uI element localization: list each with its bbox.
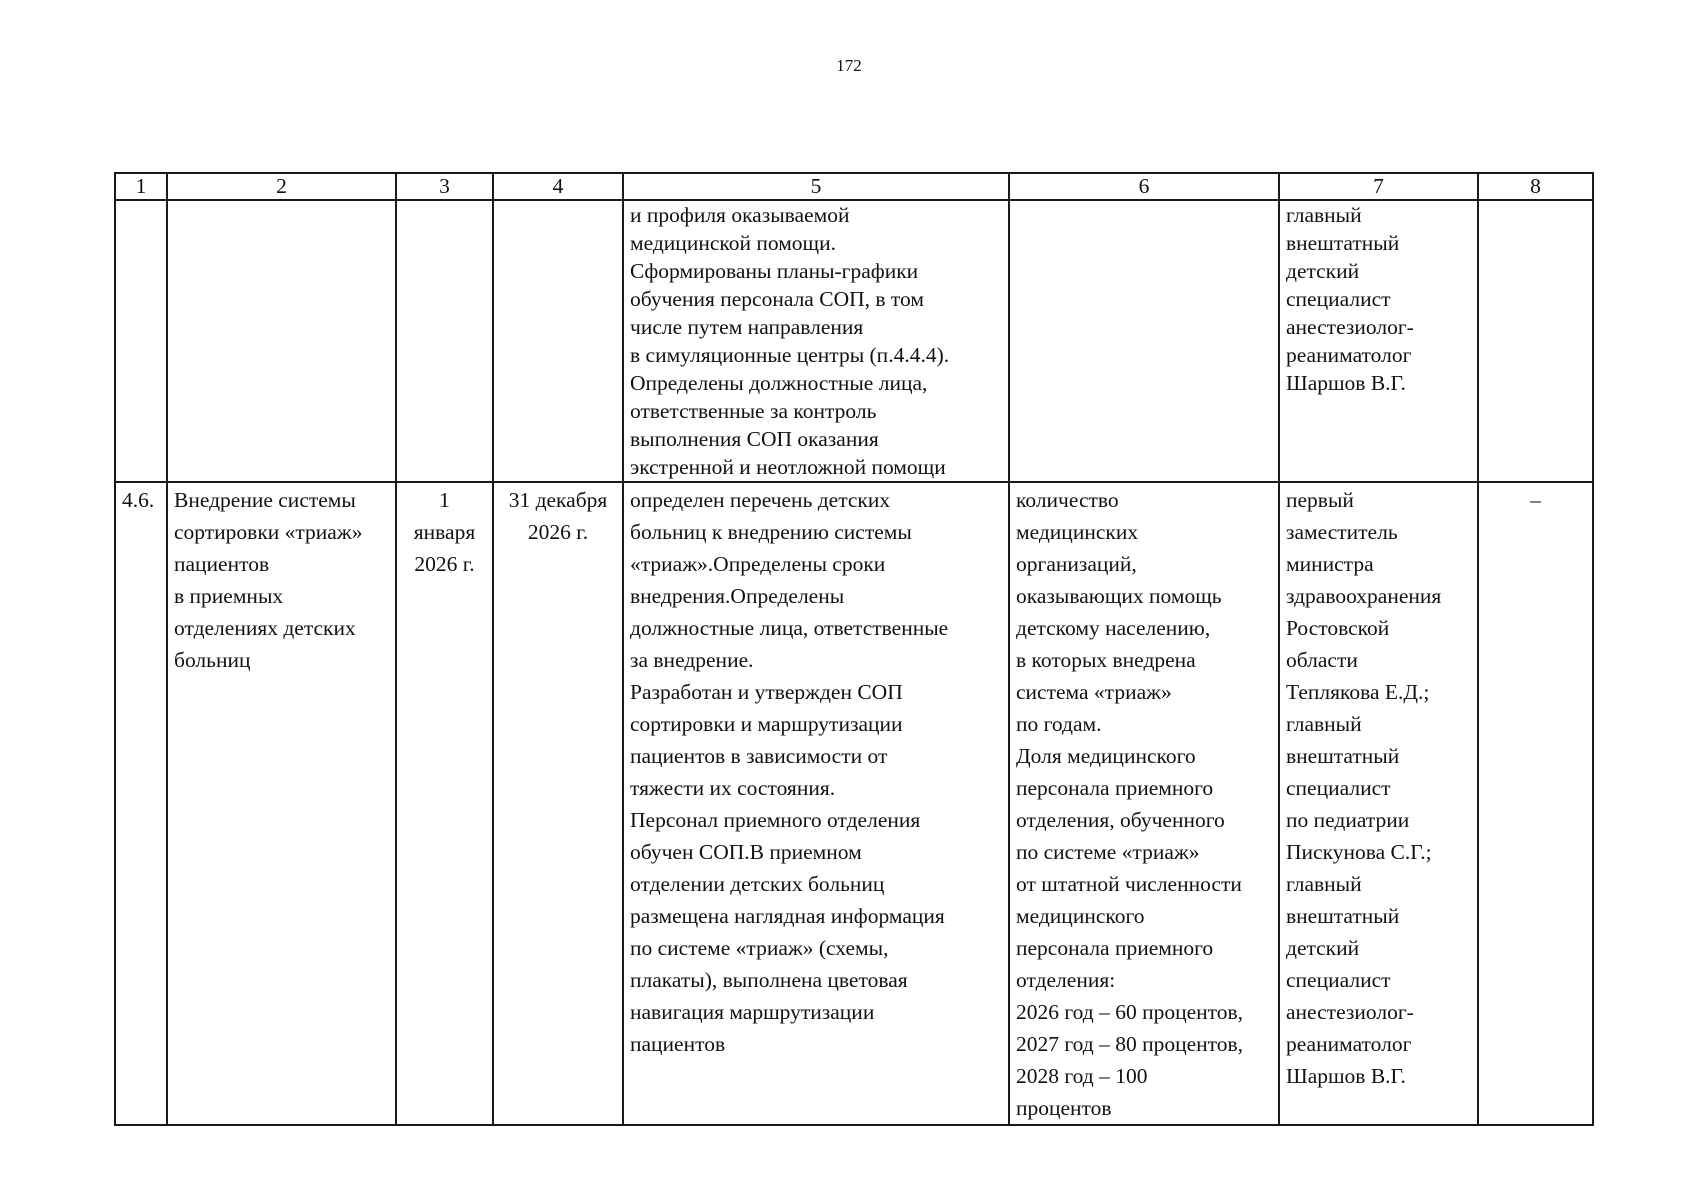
column-number-cell: 1 (115, 173, 167, 200)
text-line: здравоохранения (1286, 584, 1442, 608)
item-name-cell (167, 482, 396, 1125)
text-line: по системе «триаж» (схемы, (630, 936, 889, 960)
text-line: Определены должностные лица, (630, 371, 928, 395)
text-line: Разработан и утвержден СОП (630, 680, 903, 704)
text-line: в симуляционные центры (п.4.4.4). (630, 343, 950, 367)
column-number-cell: 4 (493, 173, 623, 200)
measures-table (114, 172, 1594, 1126)
text-line: Теплякова Е.Д.; (1286, 680, 1430, 704)
text-line: пациентов (630, 1032, 726, 1056)
text-line: 2027 год – 80 процентов, (1016, 1032, 1244, 1056)
page-number: 172 (836, 56, 862, 75)
text-line: главный (1286, 203, 1362, 227)
text-line: и профиля оказываемой (630, 203, 850, 227)
text-line: Ростовской (1286, 616, 1390, 640)
empty-cell (396, 200, 493, 482)
responsible-cell (1279, 200, 1478, 482)
text-line: отделении детских больниц (630, 872, 885, 896)
text-line: области (1286, 648, 1358, 672)
text-line: персонала приемного (1016, 936, 1214, 960)
text-line: ответственные за контроль (630, 399, 877, 423)
column-number-cell: 5 (623, 173, 1009, 200)
text-line: анестезиолог- (1286, 315, 1414, 339)
text-line: обучения персонала СОП, в том (630, 287, 924, 311)
text-line: по годам. (1016, 712, 1102, 736)
text-line: детский (1286, 936, 1360, 960)
text-line: за внедрение. (630, 648, 754, 672)
item-row-4-6 (115, 482, 1593, 1125)
text-line: сортировки и маршрутизации (630, 712, 903, 736)
empty-cell (115, 200, 167, 482)
column-number-cell: 3 (396, 173, 493, 200)
text-line: 2026 г. (414, 552, 475, 576)
text-line: по системе «триаж» (1016, 840, 1200, 864)
text-line: пациентов в зависимости от (630, 744, 888, 768)
text-line: 2026 год – 60 процентов, (1016, 1000, 1244, 1024)
text-line: от штатной численности (1016, 872, 1242, 896)
column-number-cell: 8 (1478, 173, 1593, 200)
text-line: первый (1286, 488, 1354, 512)
column-number-row (115, 173, 1593, 200)
text-line: обучен СОП.В приемном (630, 840, 862, 864)
start-date-cell (396, 482, 493, 1125)
text-line: плакаты), выполнена цветовая (630, 968, 908, 992)
text-line: отделения, обученного (1016, 808, 1225, 832)
empty-cell (1478, 200, 1593, 482)
text-line: Внедрение системы (174, 488, 356, 512)
text-line: определен перечень детских (630, 488, 891, 512)
text-line: анестезиолог- (1286, 1000, 1414, 1024)
text-line: числе путем направления (630, 315, 864, 339)
text-line: специалист (1286, 776, 1391, 800)
item-number-cell: 4.6. (115, 482, 167, 1125)
text-line: внештатный (1286, 231, 1400, 255)
text-line: пациентов (174, 552, 270, 576)
text-line: министра (1286, 552, 1374, 576)
text-line: по педиатрии (1286, 808, 1410, 832)
text-line: детский (1286, 259, 1360, 283)
text-line: детскому населению, (1016, 616, 1211, 640)
text-line: персонала приемного (1016, 776, 1214, 800)
text-line: внедрения.Определены (630, 584, 845, 608)
text-line: Доля медицинского (1016, 744, 1196, 768)
text-line: медицинских (1016, 520, 1139, 544)
text-line: сортировки «триаж» (174, 520, 363, 544)
text-line: в которых внедрена (1016, 648, 1196, 672)
text-line: «триаж».Определены сроки (630, 552, 886, 576)
text-line: внештатный (1286, 904, 1400, 928)
text-line: медицинской помощи. (630, 231, 836, 255)
empty-cell (493, 200, 623, 482)
responsible-cell (1279, 482, 1478, 1125)
text-line: специалист (1286, 968, 1391, 992)
text-line: главный (1286, 712, 1362, 736)
text-line: Шаршов В.Г. (1286, 371, 1406, 395)
text-line: больниц (174, 648, 251, 672)
result-cell (623, 482, 1009, 1125)
text-line: 1 (439, 488, 450, 512)
text-line: процентов (1016, 1096, 1112, 1120)
text-line: медицинского (1016, 904, 1145, 928)
continued-row (115, 200, 1593, 482)
text-line: количество (1016, 488, 1119, 512)
text-line: специалист (1286, 287, 1391, 311)
text-line: организаций, (1016, 552, 1137, 576)
text-line: должностные лица, ответственные (630, 616, 949, 640)
column-number-cell: 7 (1279, 173, 1478, 200)
end-date-cell (493, 482, 623, 1125)
text-line: главный (1286, 872, 1362, 896)
text-line: оказывающих помощь (1016, 584, 1222, 608)
text-line: Шаршов В.Г. (1286, 1064, 1406, 1088)
column-number-cell: 2 (167, 173, 396, 200)
text-line: реаниматолог (1286, 343, 1412, 367)
empty-cell (167, 200, 396, 482)
text-line: выполнения СОП оказания (630, 427, 879, 451)
text-line: реаниматолог (1286, 1032, 1412, 1056)
text-line: 2028 год – 100 (1016, 1064, 1148, 1088)
text-line: января (413, 520, 476, 544)
text-line: внештатный (1286, 744, 1400, 768)
text-line: отделения: (1016, 968, 1116, 992)
empty-cell (1009, 200, 1279, 482)
text-line: 2026 г. (527, 520, 589, 544)
text-line: заместитель (1286, 520, 1398, 544)
text-line: система «триаж» (1016, 680, 1172, 704)
text-line: в приемных (174, 584, 284, 608)
text-line: отделениях детских (174, 616, 356, 640)
text-line: Пискунова С.Г.; (1286, 840, 1432, 864)
text-line: экстренной и неотложной помощи (630, 455, 946, 479)
note-cell: – (1478, 482, 1593, 1125)
text-line: размещена наглядная информация (630, 904, 945, 928)
text-line: Сформированы планы-графики (630, 259, 919, 283)
indicator-cell (1009, 482, 1279, 1125)
text-line: 31 декабря (508, 488, 608, 512)
text-line: навигация маршрутизации (630, 1000, 875, 1024)
result-cell (623, 200, 1009, 482)
text-line: тяжести их состояния. (630, 776, 836, 800)
text-line: Персонал приемного отделения (630, 808, 921, 832)
column-number-cell: 6 (1009, 173, 1279, 200)
text-line: больниц к внедрению системы (630, 520, 912, 544)
